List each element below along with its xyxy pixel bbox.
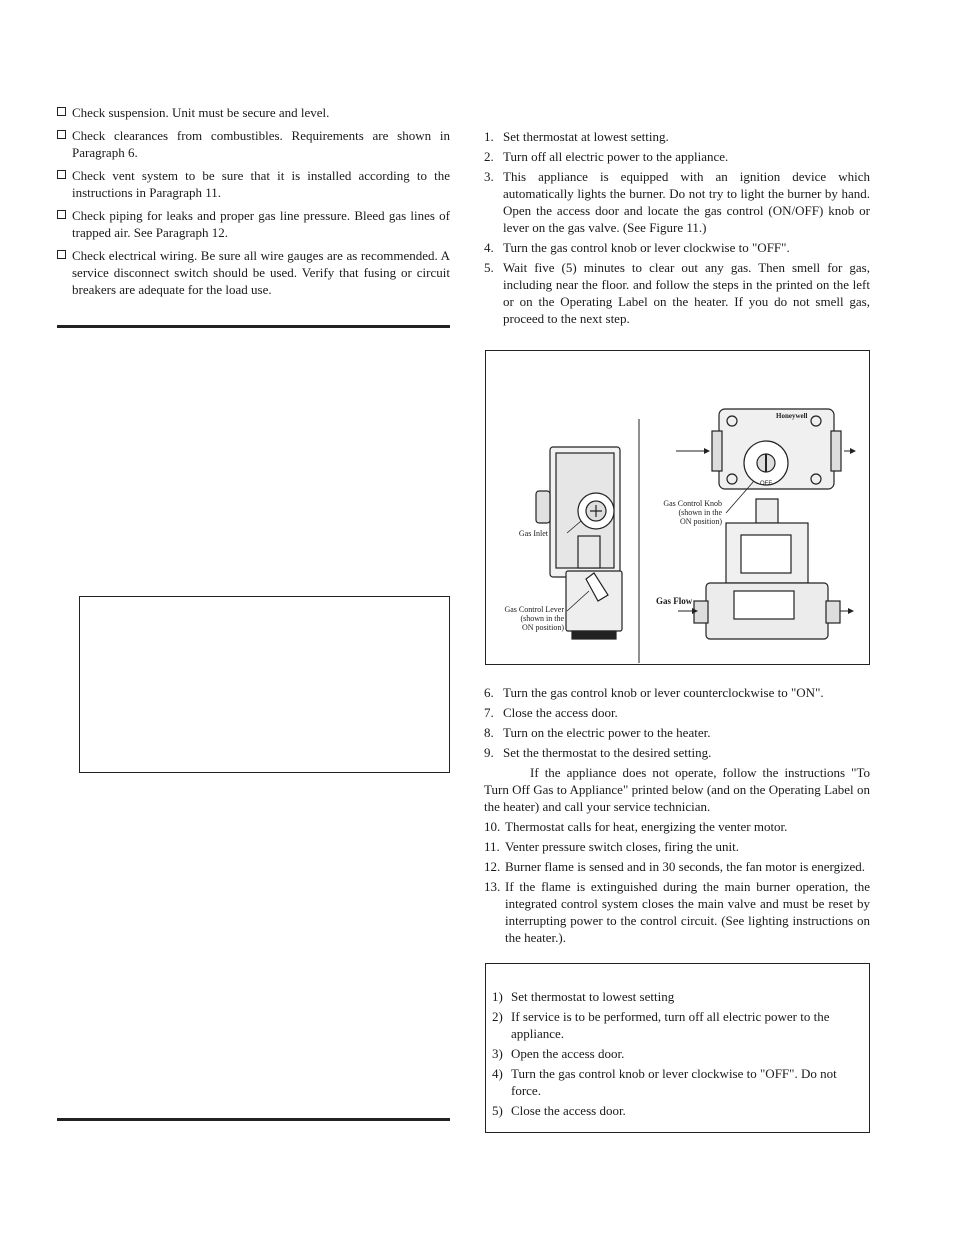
checklist-item: Check clearances from combustibles. Requirements are shown in Paragraph 6. [57, 127, 450, 161]
turnoff-step: 2) If service is to be performed, turn off all electric power to the appliance. [492, 1009, 830, 1041]
step-item: 13. If the flame is extinguished during the main burner operation, the integrated control system closes the main valve and must be reset by interrupting power to the control circuit. (See lighting instructions on the heater.). [484, 879, 870, 945]
checklist-item: Check piping for leaks and proper gas line pressure. Bleed gas lines of trapped air. See Paragraph 12. [57, 207, 450, 241]
step-item: 4. Turn the gas control knob or lever clockwise to "OFF". [484, 240, 790, 255]
step-item: 1. Set thermostat at lowest setting. [484, 129, 669, 144]
checklist-item: Check electrical wiring. Be sure all wire gauges are as recommended. A service disconnect switch should be used. Verify that fusing or circuit breakers are adequate for the load use. [57, 247, 450, 298]
brand-label: Honeywell [776, 412, 808, 420]
gas-control-knob-label: Gas Control Knob (shown in the ON position) [663, 499, 722, 526]
checklist-item: Check suspension. Unit must be secure and level. [57, 104, 450, 121]
step-item: 7. Close the access door. [484, 705, 618, 720]
turnoff-step: 4) Turn the gas control knob or lever clockwise to "OFF". Do not force. [492, 1066, 837, 1098]
step-item: 9. Set the thermostat to the desired setting. [484, 745, 712, 760]
lighting-steps [484, 128, 870, 330]
checkbox-icon [57, 170, 66, 179]
checkbox-icon [57, 107, 66, 116]
note-paragraph: If the appliance does not operate, follow the instructions "To Turn Off Gas to Appliance" printed below (and on the Operating Label on the heater) and call your service technician. [484, 765, 870, 814]
turn-off-gas-box [485, 963, 870, 1133]
step-item: 8. Turn on the electric power to the heater. [484, 725, 711, 740]
step-item: 11. Venter pressure switch closes, firing the unit. [484, 839, 739, 854]
knob-valve-drawing [712, 409, 841, 489]
gas-control-lever-label: Gas Control Lever (shown in the ON position) [504, 605, 564, 632]
checklist-item: Check vent system to be sure that it is installed according to the instructions in Paragraph 11. [57, 167, 450, 201]
step-item: 3. This appliance is equipped with an ignition device which automatically lights the burner. Do not try to light the burner by hand. Open the access door and locate the gas control (ON/OFF) knob or lever on the gas valve. (See Figure 11.) [484, 169, 870, 235]
step-item: 6. Turn the gas control knob or lever counterclockwise to "ON". [484, 685, 824, 700]
turnoff-step: 5) Close the access door. [492, 1103, 626, 1118]
checklist [57, 104, 450, 304]
checkbox-icon [57, 210, 66, 219]
step-item: 2. Turn off all electric power to the appliance. [484, 149, 729, 164]
warning-box [79, 596, 450, 773]
turnoff-step: 3) Open the access door. [492, 1046, 625, 1061]
lighting-steps-continued [484, 684, 870, 949]
checkbox-icon [57, 130, 66, 139]
turnoff-step: 1) Set thermostat to lowest setting [492, 989, 675, 1004]
gas-flow-label: Gas Flow [656, 596, 693, 606]
figure-gas-valves [485, 350, 870, 665]
step-item: 12. Burner flame is sensed and in 30 seconds, the fan motor is energized. [484, 859, 866, 874]
off-label: OFF [760, 481, 772, 487]
gas-inlet-label: Gas Inlet [518, 529, 548, 538]
section-divider [57, 1118, 450, 1121]
step-item: 10. Thermostat calls for heat, energizing the venter motor. [484, 819, 788, 834]
checkbox-icon [57, 250, 66, 259]
step-item: 5. Wait five (5) minutes to clear out any gas. Then smell for gas, including near the floor. and follow the steps in the printed on the left or on the Operating Label on the heater. If you do not smell gas, proceed to the next step. [484, 260, 870, 326]
section-divider [57, 325, 450, 328]
